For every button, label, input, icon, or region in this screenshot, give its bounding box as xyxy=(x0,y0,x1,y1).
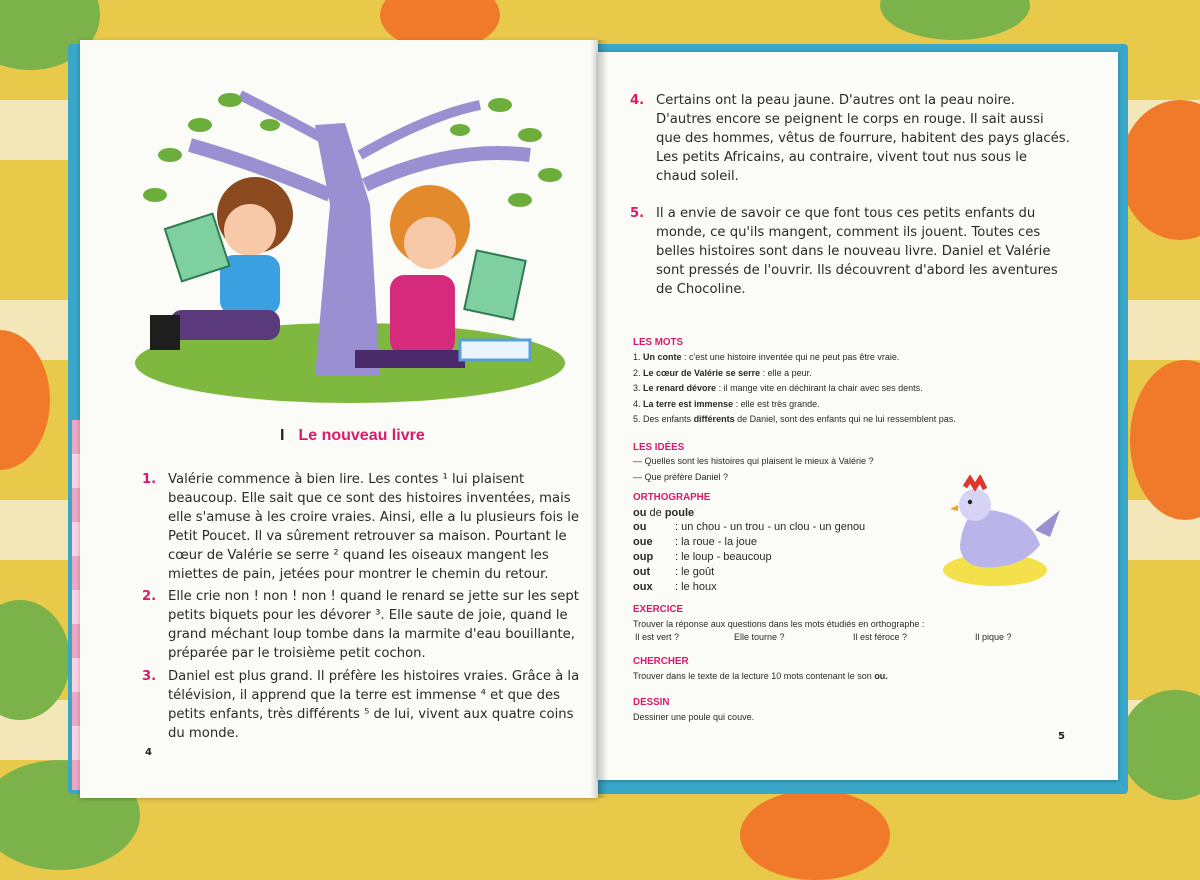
tablecloth-flower xyxy=(880,0,1030,40)
exercice-heading: EXERCICE xyxy=(633,604,684,615)
chapter-title-text: Le nouveau livre xyxy=(298,427,425,444)
paragraph xyxy=(630,204,1070,299)
paragraph-number: 2. xyxy=(142,589,157,604)
page-number-right: 5 xyxy=(1058,731,1065,742)
paragraph-text: Valérie commence à bien lire. Les contes ¹ lui plaisent beaucoup. Elle sait que ce sont des histoires inventées, mais elle s'amuse à les croire vraies. Ainsi, elle a lu plusieurs fois le Petit Poucet. Il va sûrement retrouver sa maison. Pourtant le cœur de Valérie se serre ² quand les oiseaux mangent les miettes de pain, jetées pour montrer le chemin du retour. xyxy=(168,472,580,582)
mots-item: 5. Des enfants différents de Daniel, sont des enfants qui ne lui ressemblent pas. xyxy=(633,414,956,425)
exercice-question: Il est vert ? xyxy=(635,632,680,642)
ortho-row: oup : le loup - beaucoup xyxy=(633,551,772,563)
paragraph-text: Daniel est plus grand. Il préfère les histoires vraies. Grâce à la télévision, il apprend que la terre est immense ⁴ et que des petits enfants, très différents ⁵ de lui, vivent aux quatre coins du monde. xyxy=(168,669,580,741)
hen-illustration xyxy=(940,475,1065,590)
mots-item: 1. Un conte : c'est une histoire inventée qui ne peut pas être vraie. xyxy=(633,352,900,362)
paragraph-number: 1. xyxy=(142,472,157,487)
paragraph xyxy=(142,470,582,584)
chercher-heading: CHERCHER xyxy=(633,656,689,667)
idee-line: — Quelles sont les histoires qui plaisent le mieux à Valérie ? xyxy=(633,456,874,466)
paragraph-text: Certains ont la peau jaune. D'autres ont la peau noire. D'autres encore se peignent le corps en rouge. Il sait aussi que des hommes, vêtus de fourrure, habitent des pays glacés. Les petits Africains, au contraire, vivent tout nus sous le chaud soleil. xyxy=(656,93,1070,184)
mots-item: 4. La terre est immense : elle est très grande. xyxy=(633,398,820,409)
chapter-number: I xyxy=(280,427,285,444)
orthographe-heading: ORTHOGRAPHE xyxy=(633,492,711,503)
ortho-row: ou : un chou - un trou - un clou - un genou xyxy=(633,521,866,533)
exercice-question: Il est féroce ? xyxy=(853,632,908,642)
les-mots-list xyxy=(633,350,1103,428)
tablecloth-flower xyxy=(1130,360,1200,520)
chapter-title xyxy=(280,427,425,445)
exercice-line: Trouver la réponse aux questions dans les mots étudiés en orthographe : xyxy=(633,619,925,629)
tablecloth-flower xyxy=(740,790,890,880)
paragraph-number: 3. xyxy=(142,669,157,684)
paragraph xyxy=(142,667,582,743)
idee-line: — Que préfère Daniel ? xyxy=(633,471,729,482)
page-number-left: 4 xyxy=(145,747,152,758)
paragraph-text: Elle crie non ! non ! non ! quand le renard se jette sur les sept petits biquets pour les dévorer ³. Elle saute de joie, quand le grand méchant loup tombe dans la marmite d'eau bouillante, préparée par le troisième petit cochon. xyxy=(168,589,579,661)
ortho-row: oux : le houx xyxy=(633,581,717,593)
exercice-question: Il pique ? xyxy=(975,632,1012,642)
paragraph-text: Il a envie de savoir ce que font tous ces petits enfants du monde, ce qu'ils mangent, comment ils jouent. Toutes ces belles histoires sont dans le nouveau livre. Daniel et Valérie sont pressés de l'ouvrir. Ils découvrent d'abord les aventures de Chocoline. xyxy=(656,206,1058,297)
les-mots-heading: LES MOTS xyxy=(633,337,684,348)
ortho-row: out : le goût xyxy=(633,566,715,578)
paragraph xyxy=(142,587,582,663)
mots-item: 2. Le cœur de Valérie se serre : elle a peur. xyxy=(633,367,812,378)
exercice-question: Elle tourne ? xyxy=(734,632,785,642)
les-idees-list xyxy=(633,454,873,485)
les-idees-heading: LES IDÉES xyxy=(633,442,685,453)
orthographe-list xyxy=(633,520,865,595)
dessin-heading: DESSIN xyxy=(633,697,670,708)
paragraph-number: 5. xyxy=(630,206,645,221)
book-gutter xyxy=(590,40,608,798)
ortho-row: oue : la roue - la joue xyxy=(633,536,757,548)
paragraph-number: 4. xyxy=(630,93,645,108)
orthographe-title: ou de poule xyxy=(633,507,695,519)
dessin-line: Dessiner une poule qui couve. xyxy=(633,712,755,722)
children-reading-illustration xyxy=(130,85,570,415)
paragraph xyxy=(630,91,1070,186)
mots-item: 3. Le renard dévore : il mange vite en déchirant la chair avec ses dents. xyxy=(633,383,923,394)
chercher-line: Trouver dans le texte de la lecture 10 mots contenant le son ou. xyxy=(633,671,888,681)
